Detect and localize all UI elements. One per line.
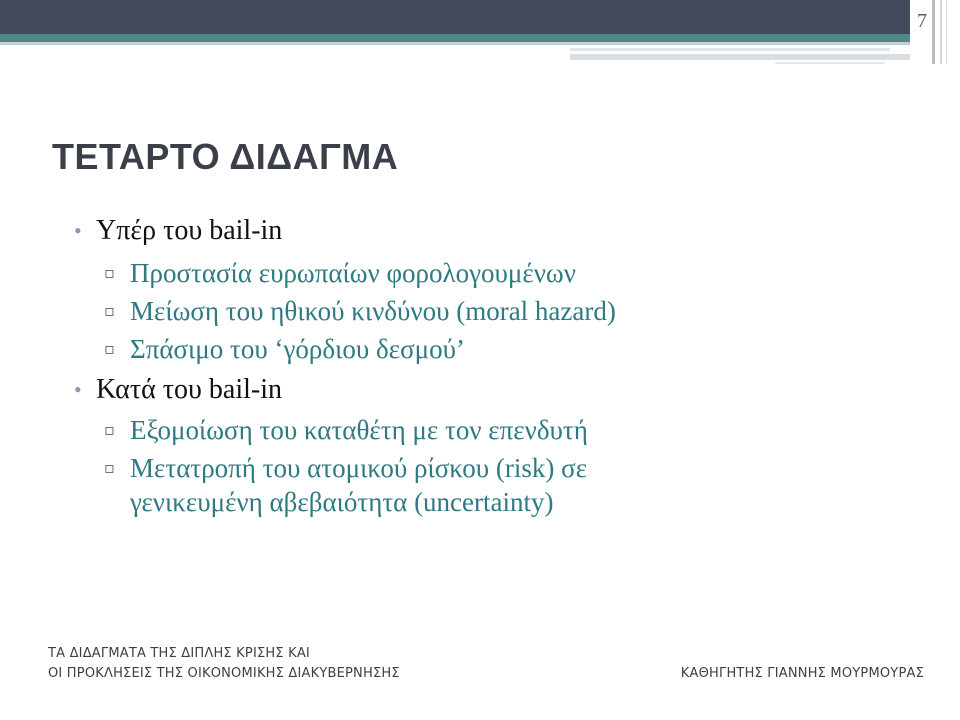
sub-bullet-label: Προστασία ευρωπαίων φορολογουμένων bbox=[130, 258, 576, 288]
footer-right: ΚΑΘΗΓΗΤΗΣ ΓΙΑΝΝΗΣ ΜΟΥΡΜΟΥΡΑΣ bbox=[680, 666, 924, 681]
bullet-item bbox=[74, 214, 283, 248]
sub-bullet-label: Μείωση του ηθικού κινδύνου (moral hazard) bbox=[130, 296, 616, 326]
bullet-dot-icon: • bbox=[74, 377, 82, 402]
square-bullet-icon: ▫ bbox=[104, 458, 115, 477]
sub-bullet-item bbox=[104, 257, 576, 289]
sub-bullet-item bbox=[104, 333, 465, 365]
sub-bullet-item bbox=[104, 414, 588, 446]
corner-rule bbox=[940, 0, 942, 64]
slide-title: ΤΕΤΑΡΤΟ ΔΙΔΑΓΜΑ bbox=[52, 136, 399, 177]
corner-rule bbox=[946, 0, 947, 64]
slide-number: 7 bbox=[917, 10, 927, 32]
header-band-dark bbox=[0, 0, 960, 34]
sub-bullet-item bbox=[104, 295, 616, 327]
bullet-label: Κατά του bail-in bbox=[96, 374, 282, 405]
bullet-dot-icon: • bbox=[74, 218, 82, 243]
sub-bullet-label: Εξομοίωση του καταθέτη με τον επενδυτή bbox=[130, 415, 588, 445]
header-band-teal bbox=[0, 34, 960, 42]
header-band-gray bbox=[0, 42, 960, 45]
bullet-item bbox=[74, 373, 282, 407]
square-bullet-icon: ▫ bbox=[104, 263, 115, 282]
square-bullet-icon: ▫ bbox=[104, 301, 115, 320]
bullet-label: Υπέρ του bail-in bbox=[96, 215, 283, 246]
square-bullet-icon: ▫ bbox=[104, 339, 115, 358]
sub-bullet-label: Μετατροπή του ατομικού ρίσκου (risk) σε bbox=[130, 453, 588, 483]
sub-bullet-item bbox=[104, 452, 588, 484]
corner-rule bbox=[932, 0, 935, 64]
header-accent-line bbox=[570, 48, 890, 51]
sub-bullet-continuation bbox=[130, 486, 554, 518]
header-accent-line bbox=[570, 54, 950, 60]
sub-bullet-label: Σπάσιμο του ‘γόρδιου δεσμού’ bbox=[130, 334, 465, 364]
square-bullet-icon: ▫ bbox=[104, 420, 115, 439]
header-accent-line bbox=[775, 62, 885, 64]
sub-bullet-label: γενικευμένη αβεβαιότητα (uncertainty) bbox=[130, 487, 554, 517]
footer-left-line1: ΤΑ ΔΙΔΑΓΜΑΤΑ ΤΗΣ ΔΙΠΛΗΣ ΚΡΙΣΗΣ ΚΑΙ bbox=[48, 646, 310, 661]
footer-left-line2: ΟΙ ΠΡΟΚΛΗΣΕΙΣ ΤΗΣ ΟΙΚΟΝΟΜΙΚΗΣ ΔΙΑΚΥΒΕΡΝΗΣΗΣ bbox=[48, 666, 400, 681]
